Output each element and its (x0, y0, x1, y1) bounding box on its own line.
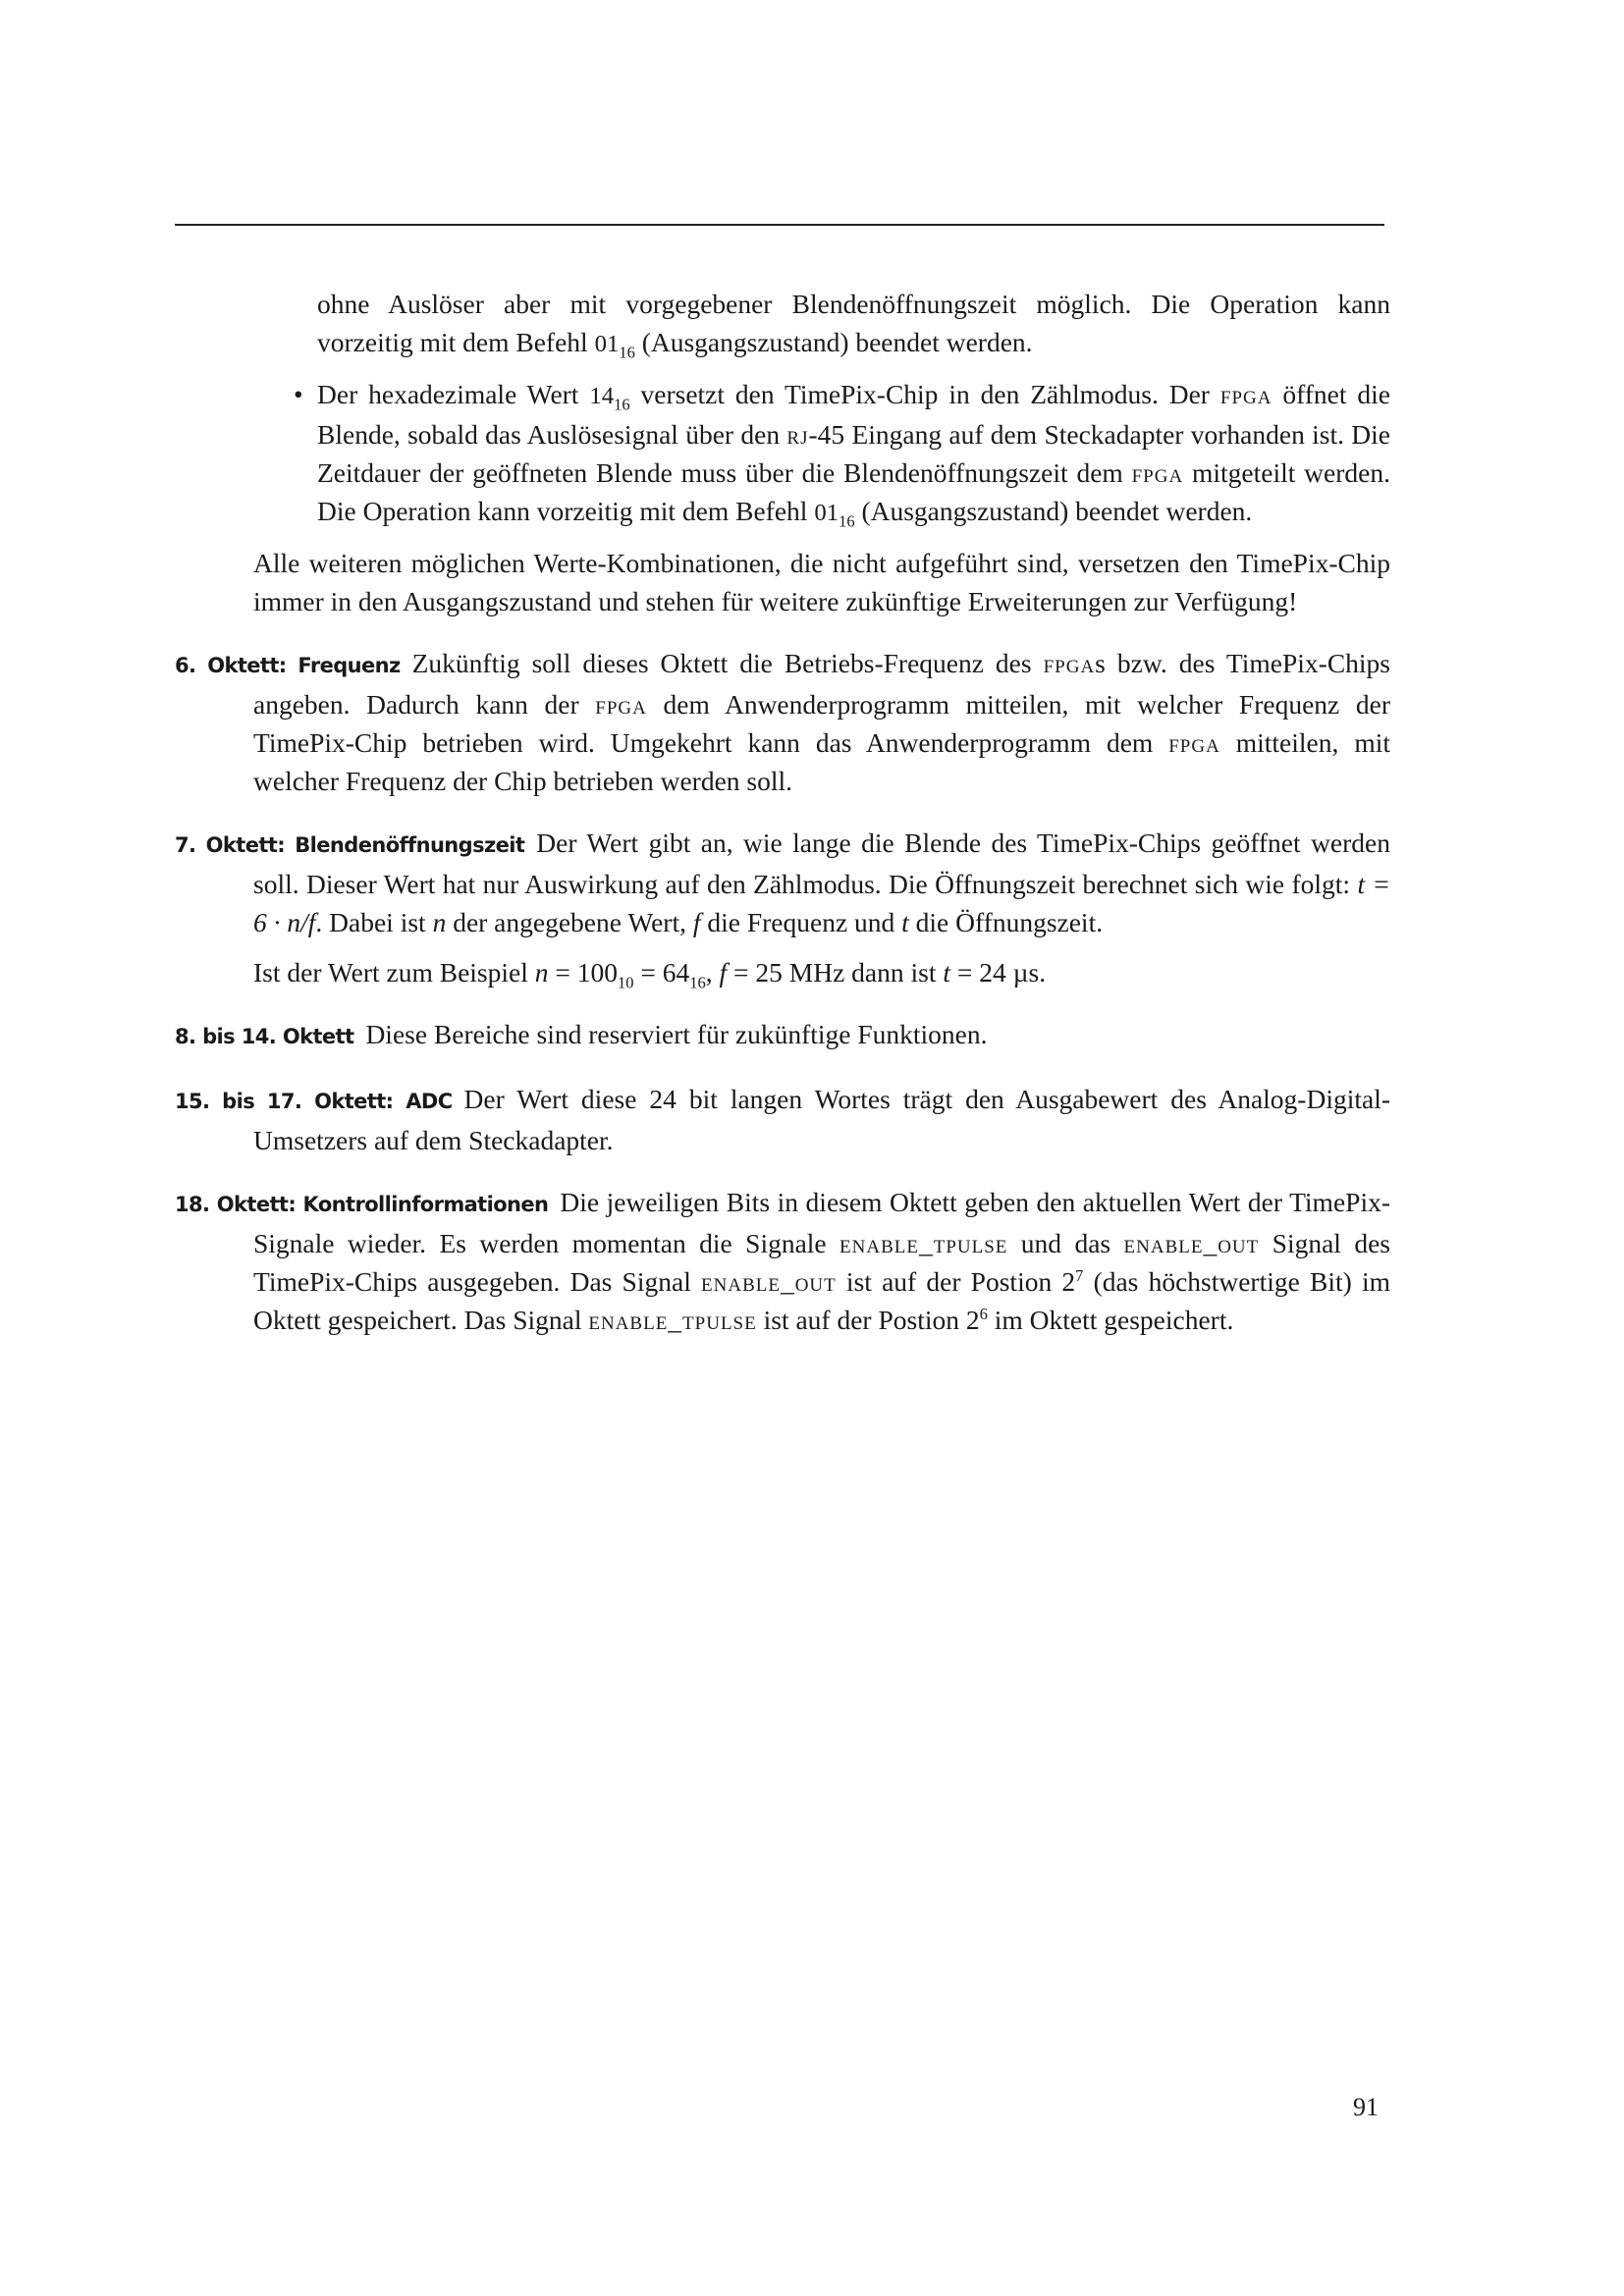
signal-name: enable_out (1123, 1228, 1260, 1258)
entry-octet-7 (175, 824, 1390, 941)
entry-label: 8. bis 14. Oktett (175, 1025, 354, 1048)
signal-name: enable_tpulse (588, 1305, 757, 1335)
signal-name: enable_tpulse (839, 1228, 1008, 1258)
text: öffnet die Blende, sobald das Auslösesignal über den (317, 379, 1391, 450)
entry-label: 18. Oktett: Kontrollinformationen (175, 1193, 549, 1216)
text: Der Wert diese 24 bit langen Wortes trägt den Ausgabewert des Analog-Digital-Umsetzers auf dem Steckadapter. (253, 1084, 1390, 1155)
text: versetzt den TimePix-Chip in den Zählmodus. Der (629, 379, 1220, 409)
superscript: 6 (979, 1304, 988, 1323)
page-number: 91 (1353, 2093, 1379, 2121)
subscript: 16 (839, 511, 855, 531)
text: s bzw. des TimePix-Chips angeben. Dadurch kann der (253, 648, 1390, 720)
math-var: t (943, 957, 951, 988)
entry-octet-7-example (253, 953, 1390, 991)
page-body (175, 285, 1390, 1339)
acronym-fpga: fpga (1043, 648, 1096, 678)
formula: t = 6 · n/f (253, 869, 1390, 937)
text: ist auf der Postion 2 (756, 1305, 980, 1335)
subscript: 10 (618, 973, 634, 992)
header-rule (175, 224, 1384, 226)
acronym-fpga: fpga (595, 689, 647, 720)
subscript: 16 (689, 973, 706, 992)
text: die Öffnungszeit. (908, 907, 1104, 937)
bullet-icon: • (294, 379, 303, 409)
text: -45 Eingang auf dem Steckadapter vorhanden ist. Die Zeitdauer der geöffneten Blende muss über die Blendenöffnungszeit dem (317, 419, 1391, 488)
superscript: 7 (1075, 1265, 1084, 1285)
math-var: f (719, 957, 728, 988)
subscript: 16 (614, 395, 630, 414)
entry-octet-6 (175, 644, 1390, 800)
text: Zukünftig soll dieses Oktett die Betriebs-Frequenz des (411, 648, 1044, 678)
text: mitteilen, mit welcher Frequenz der Chip betrieben werden soll. (253, 727, 1390, 796)
text: und das (1007, 1228, 1124, 1258)
acronym-fpga: fpga (1219, 379, 1272, 409)
entry-label: 7. Oktett: Blendenöffnungszeit (175, 833, 525, 857)
hex-value: 01 (814, 500, 839, 526)
text: . Dabei ist (315, 907, 433, 937)
subscript: 16 (619, 343, 635, 362)
entry-label: 6. Oktett: Frequenz (175, 654, 401, 677)
text: (Ausgangszustand) beendet werden. (854, 496, 1253, 526)
text: Diese Bereiche sind reserviert für zukünftige Funktionen. (365, 1019, 988, 1049)
text: Die jeweiligen Bits in diesem Oktett geben den aktuellen Wert der TimePix-Signale wieder. Es werden momentan die Signale (253, 1187, 1390, 1258)
text: vorzeitig mit dem Befehl (317, 327, 595, 357)
hex-value: 14 (589, 383, 615, 409)
text: ist auf der Postion 2 (836, 1266, 1076, 1297)
text: Der Wert gibt an, wie lange die Blende des TimePix-Chips geöffnet werden soll. Dieser Wert hat nur Auswirkung auf den Zählmodus. Die Öffnungszeit berechnet sich wie folgt: (253, 828, 1390, 899)
text: die Frequenz und (700, 907, 902, 937)
after-list-paragraph: Alle weiteren möglichen Werte-Kombinationen, die nicht aufgeführt sind, versetzen den TimePix-Chip immer in den Ausgangszustand und stehen für weitere zukünftige Erweiterungen zur Verfügung! (253, 548, 1390, 616)
text: Ist der Wert zum Beispiel (253, 957, 535, 988)
text: ohne Auslöser aber mit vorgegebener Blendenöffnungszeit möglich. Die Operation kann (317, 289, 1390, 319)
text: (Ausgangszustand) beendet werden. (634, 327, 1033, 357)
text: , (705, 957, 720, 988)
text: (das höchstwertige Bit) im Oktett gespeichert. Das Signal (253, 1266, 1390, 1335)
text: Signal des TimePix-Chips ausgegeben. Das Signal (253, 1228, 1390, 1297)
text: dem Anwenderprogramm mitteilen, mit welcher Frequenz der TimePix-Chip betrieben wird. Umgekehrt kann das Anwenderprogramm dem (253, 689, 1390, 758)
entry-octet-15-17 (175, 1080, 1390, 1159)
math-var: f (692, 907, 701, 937)
entry-label: 15. bis 17. Oktett: ADC (175, 1090, 453, 1113)
entry-octet-18 (175, 1183, 1390, 1339)
continued-paragraph (175, 285, 1390, 363)
text: Der hexadezimale Wert (317, 379, 590, 409)
bullet-list (175, 375, 1390, 532)
acronym-fpga: fpga (1131, 457, 1184, 488)
acronym-rj: rj (786, 419, 809, 450)
math-var: n (432, 907, 447, 937)
text: = 25 MHz dann ist (727, 957, 944, 988)
text: der angegebene Wert, (446, 907, 693, 937)
hex-value: 01 (594, 331, 620, 357)
signal-name: enable_out (701, 1266, 837, 1297)
math-var: n (534, 957, 549, 988)
text: im Oktett gespeichert. (987, 1305, 1234, 1335)
math-var: t (901, 907, 909, 937)
text: = 64 (633, 957, 690, 988)
text: = 24 µs. (950, 957, 1047, 988)
entry-octet-8-14 (175, 1015, 1390, 1056)
text: = 100 (548, 957, 618, 988)
acronym-fpga: fpga (1168, 727, 1220, 758)
continued-line-2 (317, 323, 1390, 363)
continued-line-1 (317, 285, 1390, 323)
bullet-item-counting-mode (294, 375, 1391, 532)
text: mitgeteilt werden. Die Operation kann vorzeitig mit dem Befehl (317, 457, 1390, 526)
